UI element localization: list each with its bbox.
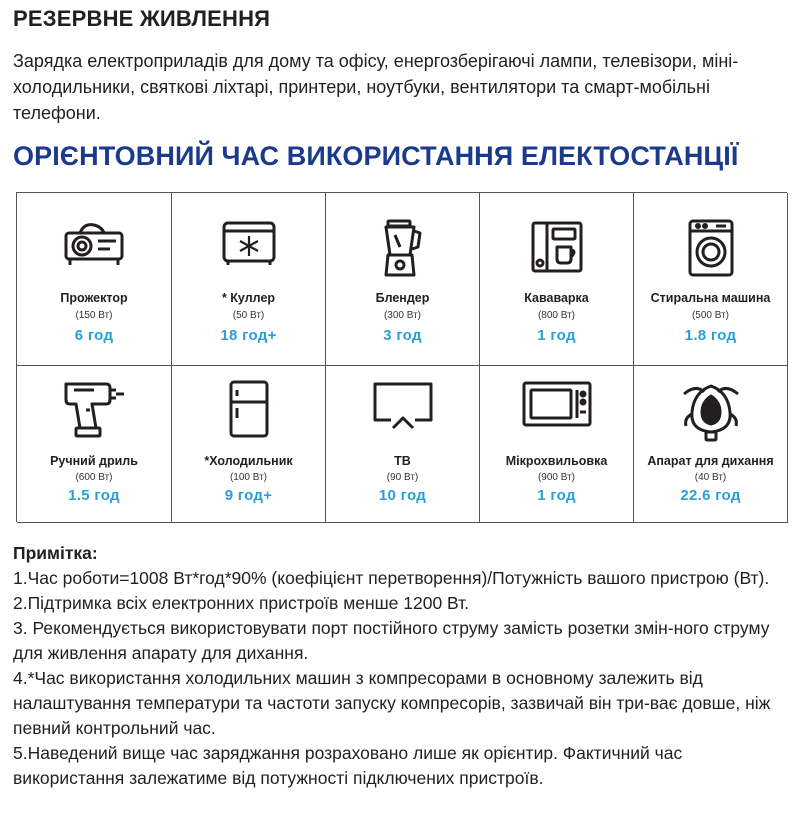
- note-item: 2.Підтримка всіх електронних пристроїв менше 1200 Вт.: [13, 593, 470, 613]
- device-power: (900 Вт): [537, 472, 576, 483]
- device-name: Блендер: [375, 291, 430, 305]
- projector-icon: [62, 219, 126, 269]
- breathing-apparatus-icon: [678, 380, 744, 442]
- intro-text: Зарядка електроприладів для дому та офісу, енергозберігаючі лампи, телевізори, міні-холодильники, святкові ліхтарі, принтери, ноутбуки, вентилятори та смарт-мобільні телефони.: [13, 51, 739, 123]
- device-cell-breathing-apparatus: [634, 366, 788, 523]
- device-time: 3 год: [383, 327, 422, 344]
- device-cell-projector: [17, 193, 172, 366]
- device-time: 6 год: [74, 327, 114, 344]
- device-time: 1 год: [537, 327, 576, 344]
- device-cell-cooler: [172, 193, 326, 366]
- device-power: (300 Вт): [383, 310, 422, 321]
- note-item: 5.Наведений вище час заряджання розраховано лише як орієнтир. Фактичний час використання залежатиме від потужності підключених пристроїв.: [13, 743, 683, 788]
- device-cell-microwave: [480, 366, 634, 523]
- note-item: 4.*Час використання холодильних машин з компресорами в основному залежить від налаштування температури та частоти запуску компресорів, зазвичай він три-ває довше, ніж певний контрольний час.: [13, 668, 771, 738]
- washing-machine-icon: [686, 219, 736, 277]
- device-time: 18 год+: [220, 327, 277, 344]
- device-name: Ручний дриль: [50, 454, 138, 468]
- device-power: (50 Вт): [232, 310, 265, 321]
- device-time: 9 год+: [224, 487, 273, 504]
- blender-icon: [378, 219, 428, 277]
- device-name: * Куллер: [221, 291, 276, 305]
- device-cell-washing-machine: [634, 193, 788, 366]
- device-power: (150 Вт): [75, 310, 113, 321]
- device-time: 1.8 год: [684, 327, 737, 344]
- fridge-icon: [227, 380, 271, 438]
- device-name: Прожектор: [60, 291, 128, 305]
- device-grid: [16, 192, 787, 522]
- notes-title: Примітка:: [13, 543, 98, 563]
- microwave-icon: [521, 380, 593, 430]
- device-cell-coffee-maker: [480, 193, 634, 366]
- device-name: ТВ: [394, 454, 411, 468]
- device-time: 1 год: [537, 487, 576, 504]
- note-item: 3. Рекомендується використовувати порт постійного струму замість розетки змін-ного струму для живлення апарату для дихання.: [13, 618, 770, 663]
- device-cell-tv: [326, 366, 480, 523]
- cooler-icon: [220, 219, 278, 267]
- device-name: Мікрохвильовка: [505, 454, 608, 468]
- section-title: ОРІЄНТОВНИЙ ЧАС ВИКОРИСТАННЯ ЕЛЕКТОСТАНЦІЇ: [13, 141, 739, 171]
- note-item: 1.Час роботи=1008 Вт*год*90% (коефіцієнт перетворення)/Потужність вашого пристрою (Вт).: [13, 568, 770, 588]
- device-time: 1.5 год: [68, 487, 120, 504]
- drill-icon: [62, 380, 126, 438]
- page-title: РЕЗЕРВНЕ ЖИВЛЕННЯ: [13, 6, 271, 31]
- device-time: 22.6 год: [680, 487, 741, 504]
- device-power: (90 Вт): [386, 472, 419, 483]
- device-power: (600 Вт): [75, 472, 113, 483]
- notes-section: [13, 541, 788, 791]
- coffee-maker-icon: [529, 219, 585, 275]
- device-name: Апарат для дихання: [647, 454, 774, 468]
- device-cell-drill: [17, 366, 172, 523]
- device-name: Кававарка: [524, 291, 589, 305]
- device-name: Стиральна машина: [650, 291, 771, 305]
- device-power: (800 Вт): [537, 310, 576, 321]
- device-time: 10 год: [378, 487, 427, 504]
- device-power: (100 Вт): [229, 472, 268, 483]
- device-cell-fridge: [172, 366, 326, 523]
- device-cell-blender: [326, 193, 480, 366]
- tv-icon: [371, 380, 435, 432]
- device-power: (500 Вт): [691, 310, 730, 321]
- device-power: (40 Вт): [694, 472, 727, 483]
- device-name: *Холодильник: [204, 454, 293, 468]
